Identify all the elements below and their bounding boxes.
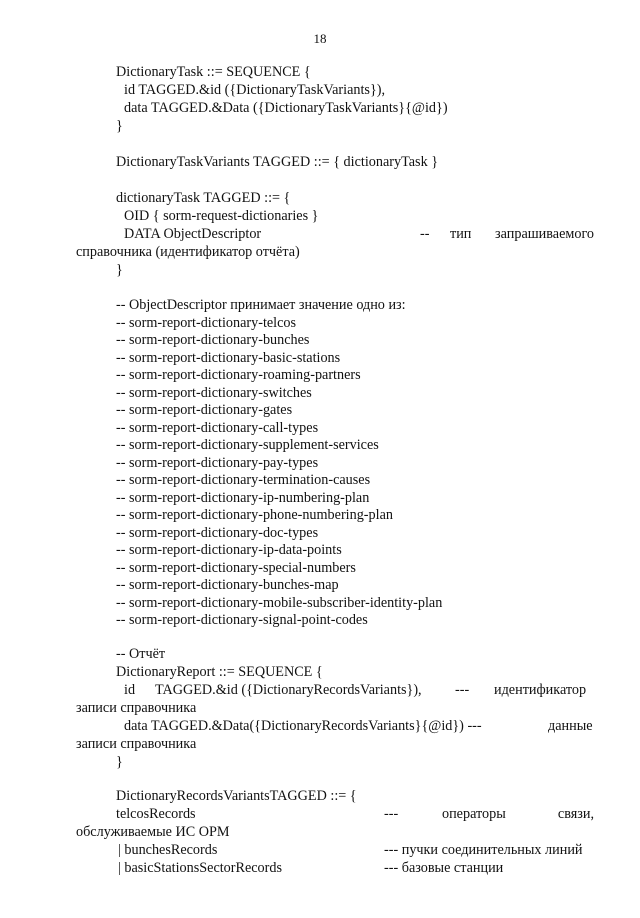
- code-line: }: [116, 262, 123, 278]
- code-line: DATA ObjectDescriptor: [124, 226, 262, 242]
- code-line: id: [124, 682, 136, 698]
- comment-word: тип: [450, 226, 472, 242]
- code-line: }: [116, 118, 123, 134]
- comment-line: -- sorm-report-dictionary-special-numbers: [116, 560, 356, 576]
- comment-dash: ---: [384, 806, 399, 822]
- code-line: dictionaryTask TAGGED ::= {: [116, 190, 291, 206]
- comment-dash: --: [420, 226, 430, 242]
- page-number: 18: [313, 31, 327, 46]
- code-line: data TAGGED.&Data ({DictionaryTaskVariants}{@id}): [124, 100, 448, 116]
- comment-line: -- sorm-report-dictionary-pay-types: [116, 455, 319, 471]
- code-line: DictionaryTaskVariants TAGGED ::= { dictionaryTask }: [116, 154, 439, 170]
- comment-line: -- sorm-report-dictionary-bunches: [116, 332, 310, 348]
- code-line: TAGGED.&id ({DictionaryRecordsVariants}),: [155, 682, 422, 698]
- comment-line: -- sorm-report-dictionary-roaming-partners: [116, 367, 361, 383]
- comment-line: -- sorm-report-dictionary-switches: [116, 385, 312, 401]
- code-line: DictionaryRecordsVariantsTAGGED ::= {: [116, 788, 357, 804]
- code-line: DictionaryReport ::= SEQUENCE {: [116, 664, 323, 680]
- code-line: | bunchesRecords: [118, 842, 218, 858]
- comment-line: -- Отчёт: [116, 646, 166, 662]
- justified-comment: [442, 806, 594, 823]
- comment-line: -- sorm-report-dictionary-bunches-map: [116, 577, 339, 593]
- comment-line: -- sorm-report-dictionary-mobile-subscriber-identity-plan: [116, 595, 443, 611]
- code-line: OID { sorm-request-dictionaries }: [124, 208, 319, 224]
- comment-word: данные: [548, 718, 593, 734]
- comment-word: операторы: [442, 806, 506, 822]
- comment-line: -- sorm-report-dictionary-basic-stations: [116, 350, 341, 366]
- comment-line: -- sorm-report-dictionary-telcos: [116, 315, 297, 331]
- comment-line: -- sorm-report-dictionary-phone-numbering-plan: [116, 507, 393, 523]
- comment-word: связи,: [557, 806, 594, 822]
- comment-line: -- sorm-report-dictionary-ip-numbering-plan: [116, 490, 370, 506]
- code-line: }: [116, 754, 123, 770]
- code-line: data TAGGED.&Data({DictionaryRecordsVariants}{@id}) ---: [124, 718, 482, 734]
- comment-line: -- sorm-report-dictionary-ip-data-points: [116, 542, 342, 558]
- comment-word: идентификатор: [494, 682, 587, 698]
- comment-line: --- пучки соединительных линий: [384, 842, 583, 858]
- comment-line: -- sorm-report-dictionary-supplement-services: [116, 437, 379, 453]
- code-line: | basicStationsSectorRecords: [118, 860, 282, 876]
- code-line: id TAGGED.&id ({DictionaryTaskVariants}),: [124, 82, 386, 98]
- comment-word: запрашиваемого: [495, 226, 594, 242]
- comment-line: -- sorm-report-dictionary-termination-causes: [116, 472, 371, 488]
- comment-continuation: справочника (идентификатор отчёта): [76, 244, 300, 260]
- comment-continuation: записи справочника: [76, 736, 197, 752]
- comment-continuation: записи справочника: [76, 700, 197, 716]
- comment-line: -- sorm-report-dictionary-call-types: [116, 420, 319, 436]
- comment-line: -- sorm-report-dictionary-signal-point-codes: [116, 612, 368, 628]
- comment-dash: ---: [455, 682, 470, 698]
- comment-line: -- sorm-report-dictionary-gates: [116, 402, 293, 418]
- justified-comment: [450, 226, 594, 243]
- comment-line: -- ObjectDescriptor принимает значение одно из:: [116, 297, 406, 313]
- comment-line: -- sorm-report-dictionary-doc-types: [116, 525, 319, 541]
- comment-line: --- базовые станции: [384, 860, 504, 876]
- code-line: telcosRecords: [116, 806, 196, 822]
- comment-continuation: обслуживаемые ИС ОРМ: [76, 824, 230, 840]
- code-line: DictionaryTask ::= SEQUENCE {: [116, 64, 311, 80]
